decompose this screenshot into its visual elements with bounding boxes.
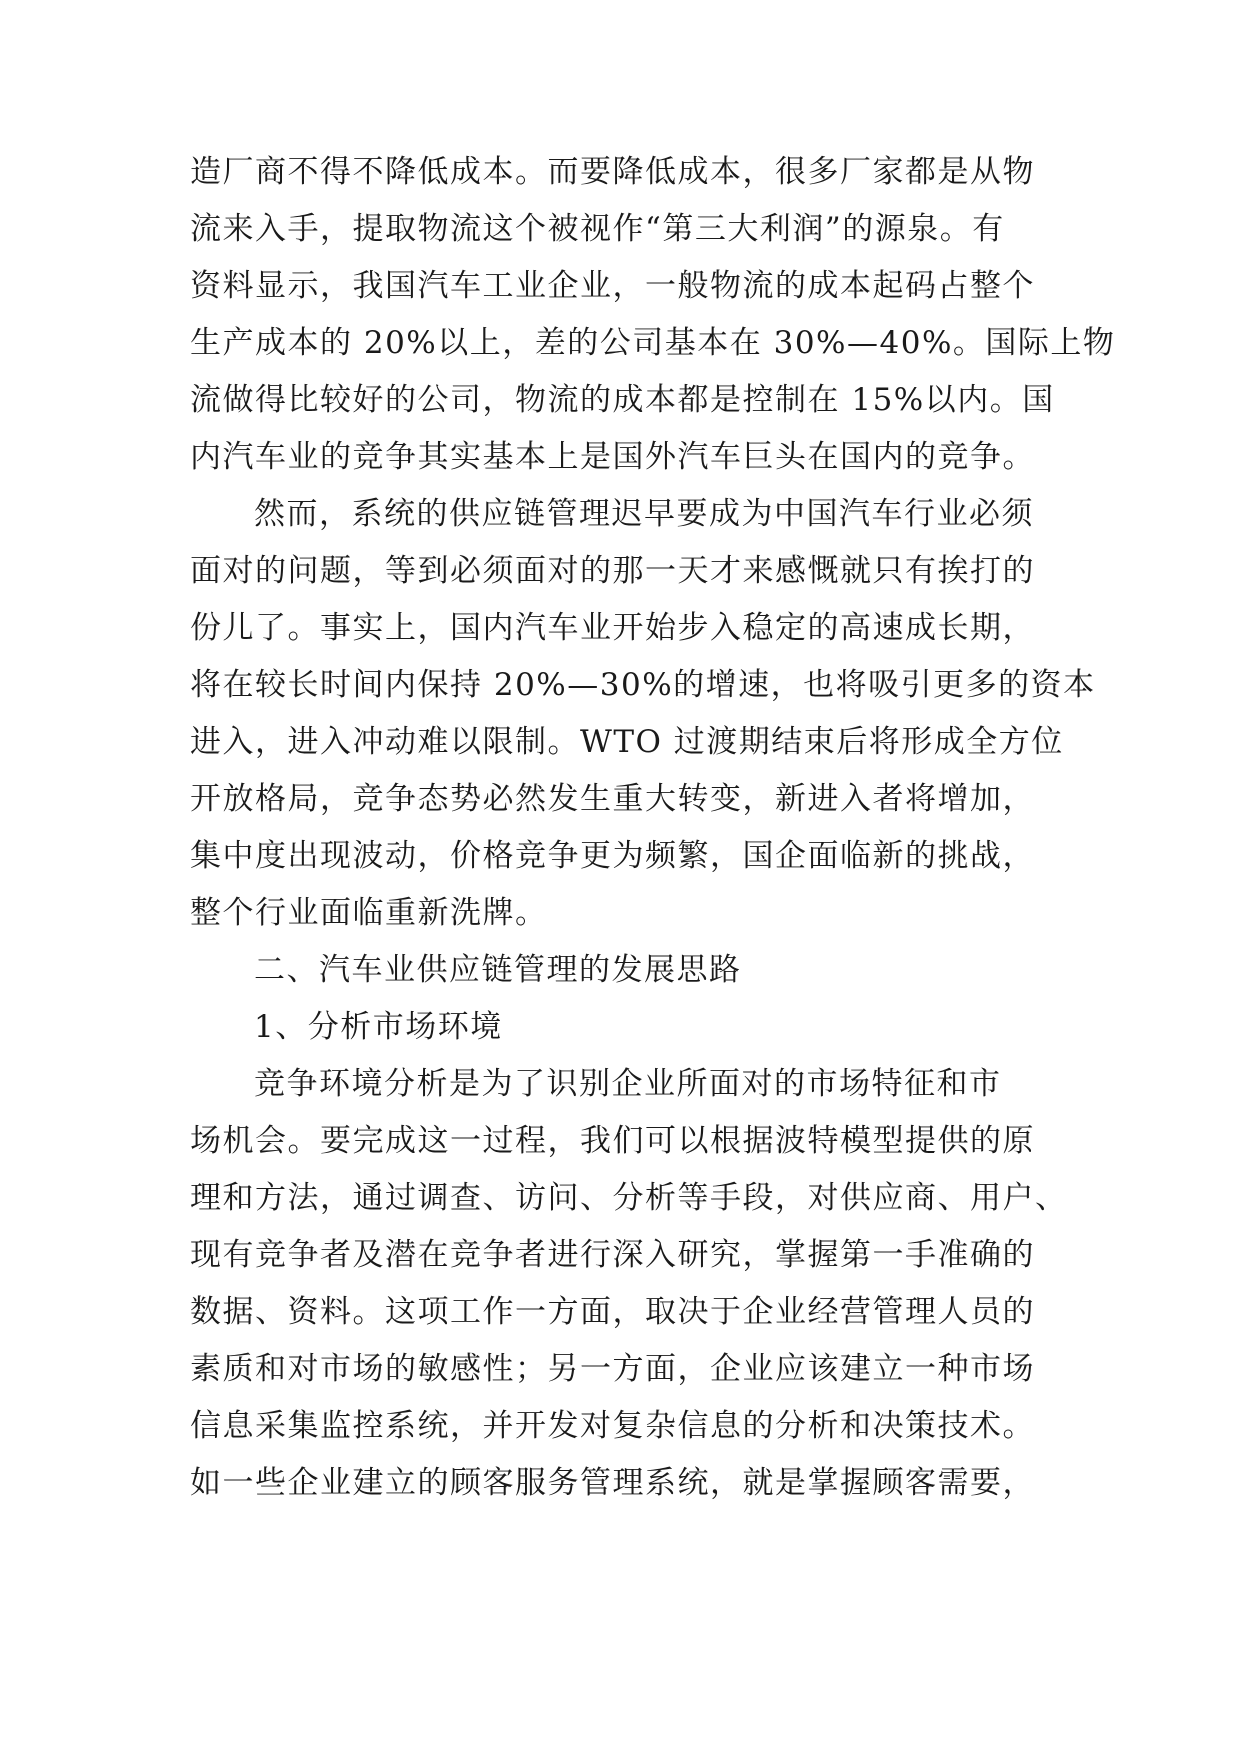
text-line: 素质和对市场的敏感性；另一方面，企业应该建立一种市场 [190, 1351, 1035, 1387]
text-line: 数据、资料。这项工作一方面，取决于企业经营管理人员的 [190, 1294, 1035, 1330]
text-line: 将在较长时间内保持 20%—30%的增速，也将吸引更多的资本 [190, 667, 1096, 703]
paragraph-first-line: 竞争环境分析是为了识别企业所面对的市场特征和市 [254, 1066, 1002, 1102]
text-line: 内汽车业的竞争其实基本上是国外汽车巨头在国内的竞争。 [190, 439, 1035, 475]
text-line: 生产成本的 20%以上，差的公司基本在 30%—40%。国际上物 [190, 325, 1116, 361]
text-line: 份儿了。事实上，国内汽车业开始步入稳定的高速成长期， [190, 610, 1035, 646]
text-line: 整个行业面临重新洗牌。 [190, 895, 548, 931]
text-line: 开放格局，竞争态势必然发生重大转变，新进入者将增加， [190, 781, 1035, 817]
text-line: 流来入手，提取物流这个被视作“第三大利润”的源泉。有 [190, 211, 1005, 247]
text-line: 现有竞争者及潜在竞争者进行深入研究，掌握第一手准确的 [190, 1237, 1035, 1273]
text-line: 如一些企业建立的顾客服务管理系统，就是掌握顾客需要， [190, 1465, 1035, 1501]
section-heading: 二、汽车业供应链管理的发展思路 [254, 952, 742, 988]
text-line: 信息采集监控系统，并开发对复杂信息的分析和决策技术。 [190, 1408, 1035, 1444]
text-line: 造厂商不得不降低成本。而要降低成本，很多厂家都是从物 [190, 154, 1035, 190]
paragraph-first-line: 然而，系统的供应链管理迟早要成为中国汽车行业必须 [254, 496, 1034, 532]
text-line: 集中度出现波动，价格竞争更为频繁，国企面临新的挑战， [190, 838, 1035, 874]
text-line: 理和方法，通过调查、访问、分析等手段，对供应商、用户、 [190, 1180, 1068, 1216]
text-line: 场机会。要完成这一过程，我们可以根据波特模型提供的原 [190, 1123, 1035, 1159]
text-line: 流做得比较好的公司，物流的成本都是控制在 15%以内。国 [190, 382, 1055, 418]
text-line: 面对的问题，等到必须面对的那一天才来感慨就只有挨打的 [190, 553, 1035, 589]
text-line: 资料显示，我国汽车工业企业，一般物流的成本起码占整个 [190, 268, 1035, 304]
text-line: 进入，进入冲动难以限制。WTO 过渡期结束后将形成全方位 [190, 724, 1064, 760]
subsection-heading: 1、分析市场环境 [254, 1009, 503, 1045]
